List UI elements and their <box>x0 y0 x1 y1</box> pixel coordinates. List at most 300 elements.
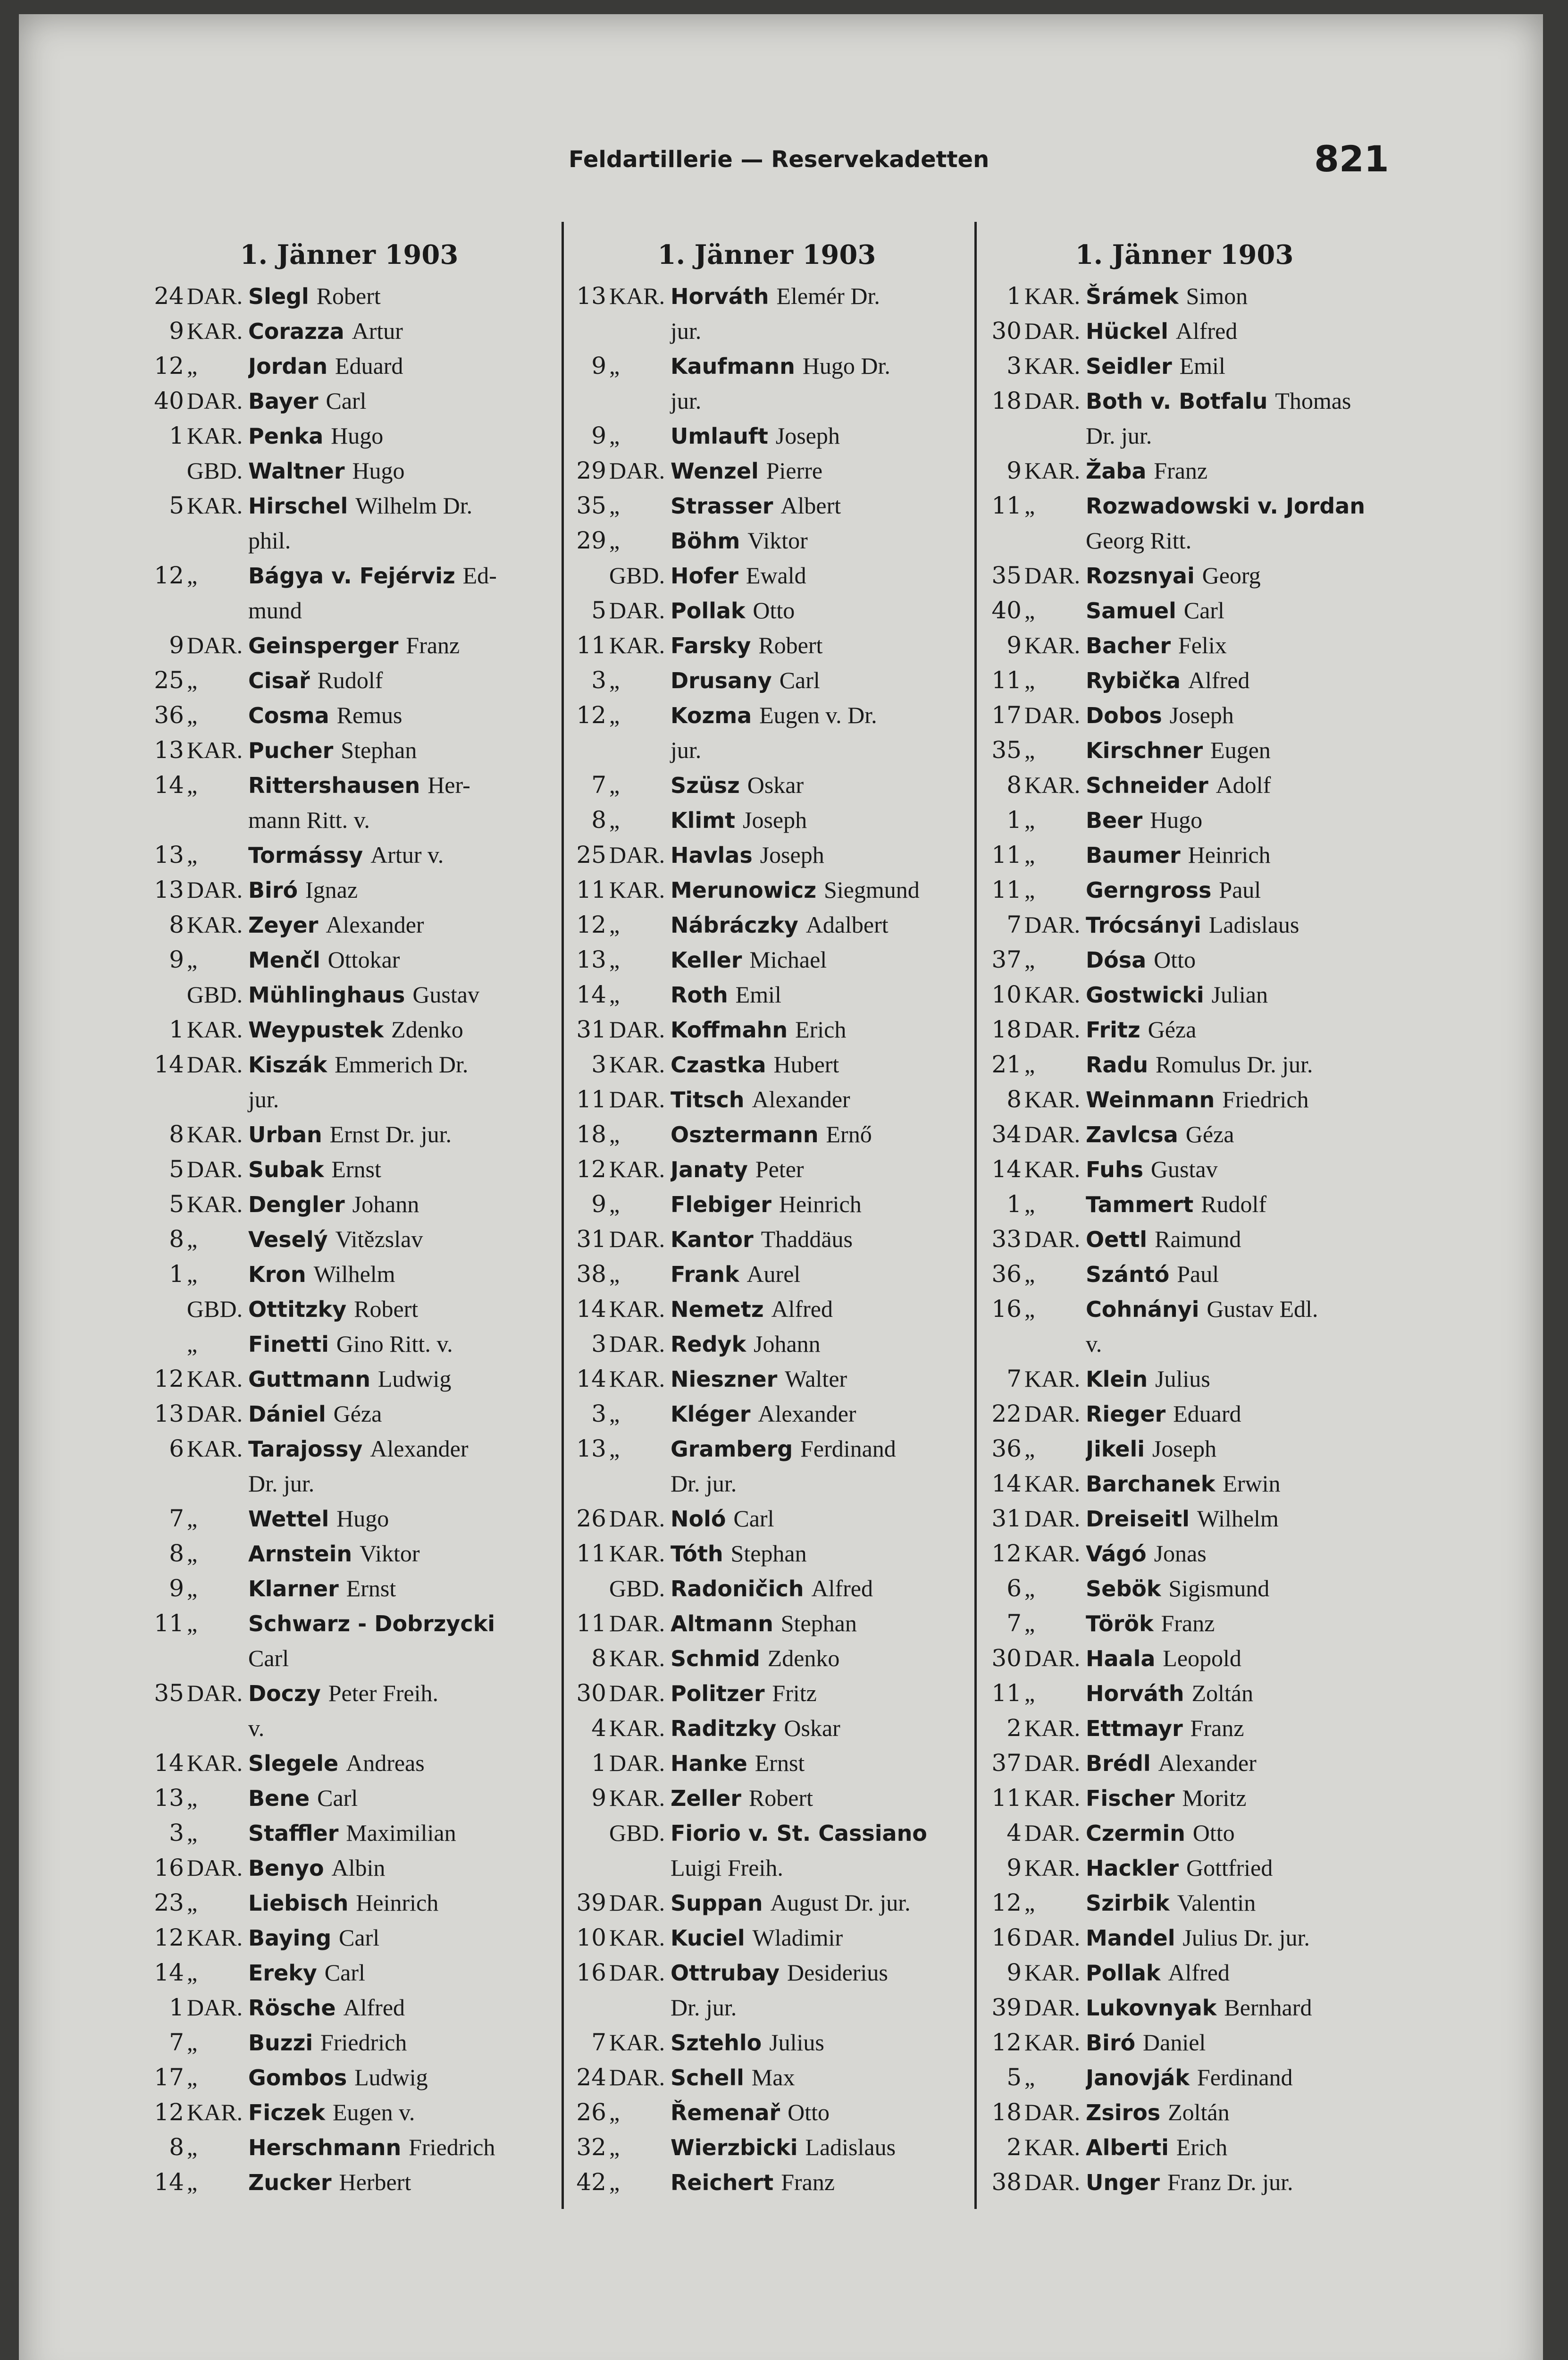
unit-type: KAR. <box>609 1785 665 1811</box>
person-name <box>671 628 970 663</box>
given-name: Alexander <box>326 911 424 938</box>
roster-entry <box>564 1536 970 1571</box>
continuation-text: v. <box>248 1715 265 1741</box>
surname: Szüsz <box>671 773 740 798</box>
roster-entry <box>979 698 1390 733</box>
entry-continuation <box>142 523 557 558</box>
unit-type: KAR. <box>187 2099 243 2125</box>
surname: Farsky <box>671 633 751 658</box>
given-name: Erich <box>795 1016 847 1043</box>
given-name: Alexander <box>758 1400 856 1427</box>
person-name <box>1086 1466 1390 1501</box>
continuation-text: jur. <box>671 318 702 344</box>
unit-type: „ <box>1024 597 1035 624</box>
roster-entry <box>564 2095 970 2130</box>
unit-type: „ <box>1024 737 1035 763</box>
unit-type: DAR. <box>609 2064 665 2090</box>
surname: Titsch <box>671 1087 745 1113</box>
roster-entry <box>142 2130 557 2165</box>
unit-type: „ <box>609 492 620 519</box>
roster-entry <box>142 1955 557 1990</box>
unit-type: „ <box>187 1261 198 1287</box>
roster-entry <box>979 733 1390 767</box>
regiment-number: 11 <box>576 876 606 903</box>
roster-entry <box>979 1501 1390 1536</box>
regiment-number: 38 <box>991 2168 1022 2196</box>
given-name: Georg <box>1202 562 1261 589</box>
surname: Nieszner <box>671 1366 778 1392</box>
surname: Kiszák <box>248 1052 327 1078</box>
given-name: Zoltán <box>1191 1680 1253 1706</box>
regiment-number: 3 <box>591 666 606 694</box>
unit-type: DAR. <box>609 457 665 484</box>
person-name <box>1086 313 1390 349</box>
given-name: Ernst <box>755 1750 805 1776</box>
surname: Szirbik <box>1086 1890 1170 1916</box>
roster-entry <box>979 1885 1390 1920</box>
person-name <box>1086 907 1390 943</box>
roster-entry <box>142 1012 557 1047</box>
unit-type: KAR. <box>1024 1715 1081 1741</box>
surname: Havlas <box>671 843 753 868</box>
regiment-number: 11 <box>991 492 1022 519</box>
unit-type: DAR. <box>1024 1750 1081 1776</box>
regiment-number: 1 <box>1006 282 1022 310</box>
surname: Dániel <box>248 1401 326 1427</box>
unit-type: DAR. <box>187 1400 243 1427</box>
unit-type: DAR. <box>609 1889 665 1916</box>
regiment-number: 3 <box>591 1051 606 1078</box>
surname: Suppan <box>671 1890 763 1916</box>
roster-entry <box>979 1990 1390 2025</box>
roster-entry <box>564 1571 970 1606</box>
roster-entry <box>979 2025 1390 2060</box>
given-name: Stephan <box>780 1610 857 1636</box>
person-name <box>671 1676 970 1711</box>
surname: Žaba <box>1086 458 1147 484</box>
person-name <box>671 453 970 489</box>
unit-type: „ <box>1024 1575 1035 1601</box>
regiment-number: 14 <box>576 1365 606 1392</box>
roster-entry <box>142 1536 557 1571</box>
entry-continuation <box>142 593 557 628</box>
roster-entry <box>142 383 557 418</box>
person-name <box>1086 1815 1390 1851</box>
surname: Jikeli <box>1086 1436 1145 1462</box>
given-name: Rudolf <box>317 667 383 693</box>
person-name <box>248 1431 557 1467</box>
surname: Sztehlo <box>671 2030 762 2056</box>
regiment-number: 17 <box>154 2064 184 2091</box>
regiment-number: 39 <box>991 1994 1022 2021</box>
regiment-number: 2 <box>1006 2133 1022 2161</box>
roster-entry <box>142 1606 557 1641</box>
given-name: Viktor <box>360 1540 420 1567</box>
regiment-number: 13 <box>154 841 184 868</box>
surname: Hofer <box>671 563 738 589</box>
regiment-number: 25 <box>154 666 184 694</box>
unit-type: „ <box>187 1959 198 1986</box>
roster-entry <box>979 2130 1390 2165</box>
surname: Cosma <box>248 703 329 728</box>
regiment-number: 12 <box>154 1924 184 1951</box>
given-name: Ottokar <box>327 946 400 973</box>
surname: Benyo <box>248 1855 324 1881</box>
regiment-number: 38 <box>576 1260 606 1288</box>
unit-type: „ <box>609 807 620 833</box>
person-name <box>671 1117 970 1152</box>
person-name <box>1086 1571 1390 1606</box>
surname: Sebök <box>1086 1576 1161 1601</box>
unit-type: DAR. <box>1024 1226 1081 1252</box>
person-name <box>248 1676 557 1711</box>
entry-continuation <box>564 313 970 348</box>
regiment-number: 16 <box>991 1924 1022 1951</box>
roster-entry <box>979 1920 1390 1955</box>
unit-type: „ <box>1024 492 1035 519</box>
unit-type: KAR. <box>1024 1959 1081 1986</box>
roster-entry <box>979 907 1390 942</box>
roster-entry <box>142 1676 557 1711</box>
given-name: Raimund <box>1154 1226 1241 1252</box>
surname: Schmid <box>671 1646 760 1671</box>
surname: Török <box>1086 1611 1154 1636</box>
surname: Altmann <box>671 1611 773 1636</box>
given-name: Otto <box>1154 946 1196 973</box>
person-name <box>671 1431 970 1467</box>
person-name <box>248 837 557 873</box>
person-name <box>671 1815 970 1851</box>
unit-type: „ <box>609 2134 620 2160</box>
surname: Roth <box>671 982 728 1008</box>
unit-type: „ <box>187 562 198 589</box>
regiment-number: 7 <box>591 771 606 799</box>
unit-type: KAR. <box>1024 1086 1081 1113</box>
regiment-number: 18 <box>991 2099 1022 2126</box>
roster-entry <box>979 593 1390 628</box>
given-name: Desiderius <box>787 1959 888 1986</box>
given-name: Alfred <box>1188 667 1250 693</box>
regiment-number: 9 <box>1006 1854 1022 1881</box>
roster-entry <box>142 1815 557 1850</box>
roster-entry <box>142 1222 557 1256</box>
person-name <box>671 907 970 943</box>
surname: Guttmann <box>248 1366 370 1392</box>
surname: Cohnányi <box>1086 1297 1199 1322</box>
unit-type: DAR. <box>1024 318 1081 344</box>
given-name: Franz <box>1161 1610 1215 1636</box>
column-divider <box>974 222 977 2209</box>
person-name <box>1086 1850 1390 1886</box>
given-name: Ernő <box>826 1121 872 1147</box>
roster-entry <box>564 1501 970 1536</box>
surname: Ottitzky <box>248 1297 347 1322</box>
unit-type: „ <box>1024 1610 1035 1636</box>
given-name: Peter <box>755 1156 804 1182</box>
person-name <box>671 523 970 558</box>
unit-type: DAR. <box>609 1680 665 1706</box>
regiment-number: 1 <box>1006 806 1022 834</box>
roster-entry <box>564 1396 970 1431</box>
surname: Dósa <box>1086 947 1147 973</box>
surname: Baying <box>248 1925 332 1951</box>
unit-type: DAR. <box>187 1156 243 1182</box>
roster-entry <box>564 2025 970 2060</box>
regiment-number: 9 <box>169 946 184 973</box>
surname: Böhm <box>671 528 740 554</box>
surname: Both v. Botfalu <box>1086 388 1268 414</box>
person-name <box>671 593 970 628</box>
person-name <box>1086 942 1390 978</box>
person-name <box>248 733 557 768</box>
regiment-number: 8 <box>169 1225 184 1253</box>
roster-entry <box>142 1501 557 1536</box>
roster-entry <box>564 1780 970 1815</box>
person-name <box>248 2130 557 2165</box>
regiment-number: 14 <box>991 1470 1022 1497</box>
roster-entry <box>142 628 557 663</box>
given-name: Ludwig <box>354 2064 428 2090</box>
surname: Gerngross <box>1086 877 1212 903</box>
surname: Mandel <box>1086 1925 1175 1951</box>
continuation-text: jur. <box>248 1086 279 1113</box>
person-name <box>671 2095 970 2130</box>
given-name: Gustav <box>1150 1156 1218 1182</box>
given-name: Géza <box>1185 1121 1234 1147</box>
regiment-number: 42 <box>576 2168 606 2196</box>
given-name: Gottfried <box>1186 1854 1273 1881</box>
given-name: August Dr. jur. <box>770 1889 911 1916</box>
surname: Slegele <box>248 1751 339 1776</box>
unit-type: „ <box>187 1226 198 1252</box>
unit-type: „ <box>187 353 198 379</box>
roster-entry <box>564 942 970 977</box>
surname: Hückel <box>1086 319 1168 344</box>
regiment-number: 11 <box>154 1610 184 1637</box>
regiment-number: 11 <box>991 666 1022 694</box>
roster-entry <box>979 348 1390 383</box>
surname: Urban <box>248 1122 322 1147</box>
unit-type: DAR. <box>1024 1924 1081 1951</box>
surname: Bene <box>248 1786 310 1811</box>
surname: Barchanek <box>1086 1471 1216 1497</box>
surname: Wenzel <box>671 458 759 484</box>
person-name <box>671 1606 970 1641</box>
regiment-number: 9 <box>591 352 606 379</box>
entry-continuation <box>564 1990 970 2025</box>
roster-entry <box>564 1082 970 1117</box>
surname: Fuhs <box>1086 1157 1144 1182</box>
regiment-number: 14 <box>154 1051 184 1078</box>
given-name: Heinrich <box>1188 842 1271 868</box>
unit-type: „ <box>609 667 620 693</box>
surname: Pucher <box>248 738 334 763</box>
unit-type: KAR. <box>1024 772 1081 798</box>
roster-entry <box>564 977 970 1012</box>
unit-type: KAR. <box>609 283 665 309</box>
roster-entry <box>979 837 1390 872</box>
person-name <box>671 1256 970 1292</box>
unit-type: KAR. <box>609 1296 665 1322</box>
given-name: Eugen <box>1210 737 1271 763</box>
unit-type: „ <box>1024 1680 1035 1706</box>
roster-entry <box>564 698 970 733</box>
person-name <box>671 418 970 454</box>
surname: Brédl <box>1086 1751 1151 1776</box>
surname: Buzzi <box>248 2030 313 2056</box>
person-name <box>1086 1152 1390 1187</box>
surname: Doczy <box>248 1681 321 1706</box>
roster-entry <box>142 2095 557 2130</box>
roster-entry <box>979 1361 1390 1396</box>
unit-type: KAR. <box>187 1365 243 1392</box>
person-name <box>671 1082 970 1117</box>
given-name: Adolf <box>1216 772 1271 798</box>
given-name: Oskar <box>747 772 804 798</box>
regiment-number: 37 <box>991 946 1022 973</box>
surname: Kron <box>248 1262 306 1287</box>
given-name: Heinrich <box>356 1889 439 1916</box>
person-name <box>248 453 557 489</box>
regiment-number: 14 <box>154 771 184 799</box>
unit-type: DAR. <box>187 1994 243 2021</box>
person-name <box>1086 1082 1390 1117</box>
roster-entry <box>979 2165 1390 2200</box>
roster-entry <box>142 1396 557 1431</box>
given-name: Moritz <box>1182 1785 1247 1811</box>
regiment-number: 5 <box>169 1190 184 1218</box>
surname: Řemenař <box>671 2100 780 2125</box>
roster-entry <box>142 1152 557 1187</box>
continuation-text: Dr. jur. <box>248 1470 315 1497</box>
unit-type: KAR. <box>609 1156 665 1182</box>
surname: Ficzek <box>248 2100 326 2125</box>
roster-entry <box>979 1850 1390 1885</box>
person-name <box>671 558 970 593</box>
given-name: Géza <box>1148 1016 1197 1043</box>
person-name <box>1086 1222 1390 1257</box>
unit-type: DAR. <box>609 1086 665 1113</box>
regiment-number: 12 <box>991 1889 1022 1916</box>
roster-entry <box>564 1955 970 1990</box>
roster-entry <box>564 1361 970 1396</box>
unit-type: „ <box>187 2134 198 2160</box>
regiment-number: 35 <box>154 1679 184 1707</box>
surname: Raditzky <box>671 1716 777 1741</box>
roster-entry <box>564 1117 970 1152</box>
given-name: Siegmund <box>823 877 920 903</box>
page-number: 821 <box>1314 138 1389 180</box>
surname: Schell <box>671 2065 744 2090</box>
person-name <box>1086 1955 1390 1990</box>
person-name <box>248 1361 557 1397</box>
unit-type: KAR. <box>187 1016 243 1043</box>
given-name: Daniel <box>1143 2029 1206 2056</box>
roster-entry <box>564 348 970 383</box>
person-name <box>248 558 557 593</box>
person-name <box>1086 663 1390 698</box>
entry-continuation <box>564 1850 970 1885</box>
unit-type: KAR. <box>609 1365 665 1392</box>
roster-entry <box>142 278 557 313</box>
given-name: Ladislaus <box>1208 911 1300 938</box>
surname: Pollak <box>1086 1960 1161 1986</box>
unit-type: „ <box>1024 1261 1035 1287</box>
unit-type: KAR. <box>1024 457 1081 484</box>
person-name <box>671 1536 970 1571</box>
person-name <box>671 1501 970 1536</box>
roster-entry <box>142 1885 557 1920</box>
surname: Arnstein <box>248 1541 352 1567</box>
given-name: Peter Freih. <box>328 1680 438 1706</box>
roster-entry <box>142 977 557 1012</box>
surname: Kozma <box>671 703 752 728</box>
surname: Tammert <box>1086 1192 1194 1217</box>
person-name <box>248 942 557 978</box>
surname: Mühlinghaus <box>248 982 405 1008</box>
regiment-number: 29 <box>576 527 606 554</box>
regiment-number: 35 <box>991 736 1022 764</box>
given-name: Robert <box>758 632 823 658</box>
unit-type: „ <box>187 946 198 973</box>
given-name: Paul <box>1177 1261 1219 1287</box>
given-name: Hugo <box>331 422 384 449</box>
roster-entry <box>142 1745 557 1780</box>
unit-type: „ <box>1024 946 1035 973</box>
regiment-number: 31 <box>576 1016 606 1043</box>
given-name: Max <box>751 2064 795 2090</box>
unit-type: GBD. <box>609 1820 665 1846</box>
surname: Czermin <box>1086 1821 1185 1846</box>
person-name <box>671 2165 970 2200</box>
surname: Hirschel <box>248 493 348 519</box>
roster-entry <box>979 802 1390 837</box>
surname: Reichert <box>671 2170 774 2195</box>
unit-type: „ <box>187 2029 198 2056</box>
regiment-number: 4 <box>1006 1819 1022 1846</box>
person-name <box>248 1396 557 1432</box>
roster-entry <box>979 977 1390 1012</box>
continuation-text: v. <box>1086 1331 1102 1357</box>
given-name: Ladislaus <box>805 2134 896 2160</box>
regiment-number: 14 <box>991 1155 1022 1183</box>
surname: Beer <box>1086 808 1143 833</box>
surname: Koffmahn <box>671 1017 788 1043</box>
entry-continuation <box>979 1326 1390 1361</box>
person-name <box>1086 278 1390 314</box>
unit-type: DAR. <box>187 1854 243 1881</box>
unit-type: KAR. <box>187 911 243 938</box>
unit-type: KAR. <box>187 1924 243 1951</box>
entry-list <box>979 278 1390 2200</box>
unit-type: KAR. <box>609 1540 665 1567</box>
given-name: Hugo <box>336 1505 389 1532</box>
roster-entry <box>979 453 1390 488</box>
unit-type: „ <box>1024 1191 1035 1217</box>
given-name: Adalbert <box>805 911 889 938</box>
surname: Kirschner <box>1086 738 1203 763</box>
regiment-number: 7 <box>591 2029 606 2056</box>
person-name <box>671 1187 970 1222</box>
unit-type: „ <box>187 772 198 798</box>
roster-entry <box>564 418 970 453</box>
roster-entry <box>979 628 1390 663</box>
roster-entry <box>142 1780 557 1815</box>
roster-entry <box>142 942 557 977</box>
roster-entry <box>979 942 1390 977</box>
given-name: Aurel <box>746 1261 801 1287</box>
regiment-number: 1 <box>169 1260 184 1288</box>
